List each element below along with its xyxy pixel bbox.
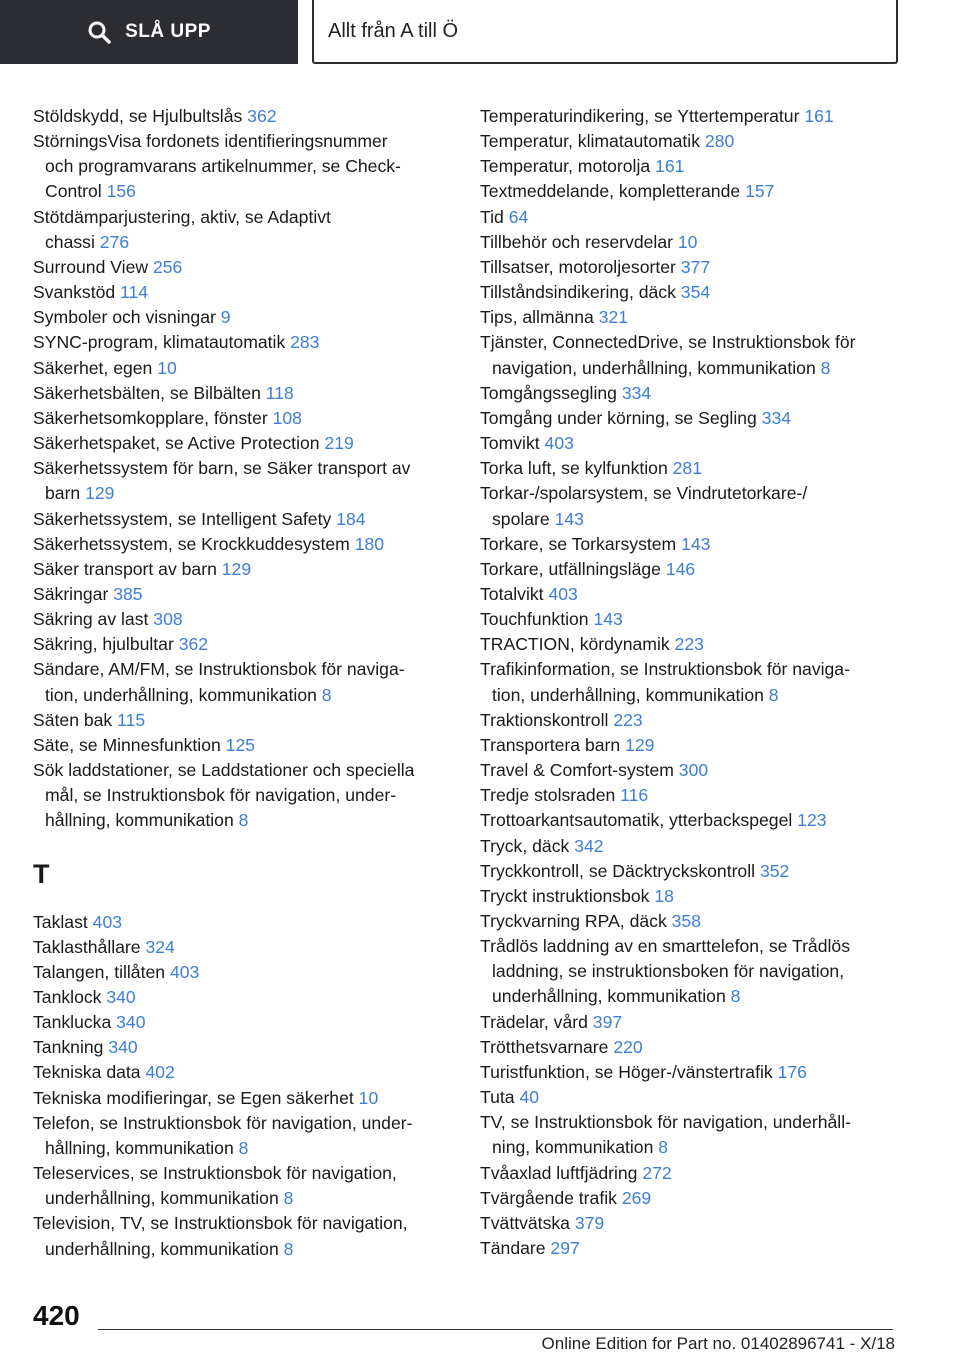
index-entry — [480, 1035, 905, 1060]
page-link[interactable]: 157 — [745, 181, 775, 202]
index-entry-text: Tanklock — [33, 987, 102, 1007]
page-link[interactable]: 269 — [621, 1187, 652, 1208]
index-entry-text: Tekniska data — [33, 1062, 141, 1083]
page-link[interactable]: 123 — [797, 810, 827, 831]
page-link[interactable]: 342 — [574, 835, 604, 856]
index-entry — [480, 783, 905, 808]
index-entry-text: Transportera barn — [480, 734, 621, 755]
index-entry-text: Turistfunktion, se Höger-/vänstertrafik — [480, 1061, 773, 1082]
chapter-tab[interactable] — [312, 0, 898, 64]
index-entry — [480, 708, 905, 733]
index-entry-text: Temperatur, klimatautomatik — [480, 131, 701, 152]
page-number: 420 — [33, 1300, 80, 1331]
page-link[interactable]: 8 — [283, 1188, 294, 1209]
index-entry — [33, 708, 458, 733]
index-entry — [480, 1211, 905, 1236]
index-entry-text: Tillbehör och reservdelar — [480, 231, 673, 252]
page-link[interactable]: 161 — [655, 156, 685, 177]
index-entry — [480, 406, 905, 431]
index-entry-text: Touchfunktion — [480, 609, 589, 630]
index-entry — [480, 934, 905, 1009]
page-link[interactable]: 10 — [157, 357, 177, 378]
page-link[interactable]: 143 — [554, 508, 584, 529]
page-link[interactable]: 300 — [678, 760, 709, 781]
index-entry — [33, 1111, 458, 1161]
index-entry — [480, 733, 905, 758]
index-entry-text: Teleservices, se Instruktionsbok för navigation, underhållning, kommunikation — [33, 1163, 397, 1209]
index-entry — [33, 406, 458, 431]
index-entry — [33, 582, 458, 607]
page-link[interactable]: 9 — [220, 307, 231, 328]
index-entry-text: Tvättvätska — [480, 1212, 570, 1233]
page-link[interactable]: 362 — [178, 634, 209, 655]
page-link[interactable]: 223 — [674, 634, 704, 655]
index-entry — [480, 104, 905, 129]
index-entry-text: TRACTION, kördynamik — [480, 634, 670, 655]
index-entry — [480, 657, 905, 707]
page-link[interactable]: 180 — [354, 533, 385, 554]
page-link[interactable]: 125 — [225, 734, 256, 755]
index-entry — [33, 431, 458, 456]
index-entry-text: Säkerhetssystem, se Intelligent Safety — [33, 508, 332, 529]
page-link[interactable]: 18 — [654, 885, 674, 906]
index-entry — [480, 280, 905, 305]
search-icon — [87, 20, 111, 44]
page-link[interactable]: 403 — [169, 961, 200, 982]
page-link[interactable]: 280 — [704, 131, 735, 152]
page-link[interactable]: 220 — [613, 1036, 643, 1057]
index-entry-text: StörningsVisa fordonets identifieringsnummer och programvarans artikelnummer, se Check- Control — [33, 131, 401, 202]
page-link[interactable]: 40 — [519, 1087, 540, 1108]
index-entry-text: Temperaturindikering, se Yttertemperatur — [480, 106, 800, 126]
page-link[interactable]: 118 — [265, 382, 294, 403]
page-link[interactable]: 385 — [113, 583, 143, 604]
page-link[interactable]: 340 — [108, 1037, 138, 1058]
page-link[interactable]: 334 — [621, 382, 652, 403]
index-entry-text: Tid — [480, 206, 504, 227]
search-label: SLÅ UPP — [125, 21, 211, 42]
index-entry — [33, 330, 458, 355]
page-link[interactable]: 223 — [613, 709, 643, 730]
index-entry-text: Temperatur, motorolja — [480, 156, 651, 177]
index-entry-text: Tvåaxlad luftfjädring — [480, 1162, 638, 1183]
index-entry — [480, 1186, 905, 1211]
index-entry-text: Tjänster, ConnectedDrive, se Instruktionsbok för navigation, underhållning, kommunikation — [480, 332, 856, 378]
page-link[interactable]: 8 — [238, 810, 249, 831]
index-entry — [33, 104, 458, 129]
edition-text: Online Edition for Part no. 01402896741 - X/18 — [541, 1334, 895, 1353]
index-entry — [480, 255, 905, 280]
index-entry-text: Tändare — [480, 1238, 546, 1259]
index-entry-text: Säkring av last — [33, 609, 149, 630]
index-entry — [33, 960, 458, 985]
index-entry-text: Tillståndsindikering, däck — [480, 282, 676, 303]
index-entry — [480, 859, 905, 884]
page-link[interactable]: 340 — [116, 1012, 146, 1033]
page-link[interactable]: 146 — [665, 558, 696, 579]
index-entry — [480, 1085, 905, 1110]
index-entry — [480, 582, 905, 607]
index-entry — [480, 632, 905, 657]
index-entry-text: Taklasthållare — [33, 936, 141, 957]
index-entry — [480, 330, 905, 380]
index-entry — [480, 1010, 905, 1035]
index-entry — [33, 1010, 458, 1035]
index-entry-text: Sändare, AM/FM, se Instruktionsbok för naviga- tion, underhållning, kommunikation — [33, 659, 405, 705]
page-link[interactable]: 403 — [544, 433, 574, 454]
page-link[interactable]: 8 — [768, 684, 779, 705]
index-entry-text: Television, TV, se Instruktionsbok för navigation, underhållning, kommunikation — [33, 1213, 408, 1259]
index-entry-text: Traktionskontroll — [480, 709, 609, 730]
index-entry — [33, 1211, 458, 1261]
index-entry — [480, 909, 905, 934]
index-entry — [33, 1035, 458, 1060]
page-link[interactable]: 324 — [145, 936, 175, 957]
page-link[interactable]: 256 — [152, 256, 183, 277]
page-link[interactable]: 8 — [658, 1137, 669, 1158]
index-entry — [33, 1086, 458, 1111]
index-entry-text: TV, se Instruktionsbok för navigation, underhåll- ning, kommunikation — [480, 1112, 851, 1158]
index-entry-text: Säkerhetsomkopplare, fönster — [33, 407, 268, 428]
index-entry — [33, 985, 458, 1010]
index-entry — [33, 657, 458, 707]
page-link[interactable]: 176 — [777, 1061, 807, 1082]
index-entry — [33, 935, 458, 960]
index-entry — [480, 884, 905, 909]
index-entry — [480, 179, 905, 204]
index-entry-text: Säte, se Minnesfunktion — [33, 734, 221, 755]
index-entry — [480, 154, 905, 179]
page-link[interactable]: 352 — [759, 860, 790, 881]
page-link[interactable]: 403 — [92, 911, 123, 932]
index-entry-text: Torkar-/spolarsystem, se Vindrutetorkare-/ spolare — [480, 483, 808, 529]
page-link[interactable]: 340 — [106, 987, 136, 1007]
index-entry-text: Tomgång under körning, se Segling — [480, 407, 757, 428]
index-entry-text: Tomvikt — [480, 433, 540, 454]
page-link[interactable]: 8 — [820, 357, 831, 378]
index-entry — [33, 356, 458, 381]
page-link[interactable]: 358 — [671, 911, 701, 931]
index-entry-text: Trafikinformation, se Instruktionsbok för naviga- tion, underhållning, kommunikation — [480, 659, 850, 705]
page-link[interactable]: 115 — [117, 709, 146, 730]
top-bar — [0, 0, 960, 66]
index-entry-text: Talangen, tillåten — [33, 961, 166, 982]
index-entry — [480, 456, 905, 481]
page-link[interactable]: 129 — [221, 558, 252, 579]
index-entry — [480, 205, 905, 230]
index-entry-text: Säkerhetssystem för barn, se Säker transport av barn — [33, 458, 411, 504]
index-entry-text: Tryckt instruktionsbok — [480, 885, 650, 906]
index-entry — [480, 1060, 905, 1085]
page-link[interactable]: 64 — [508, 206, 529, 227]
index-entry-text: Tekniska modifieringar, se Egen säkerhet — [33, 1087, 354, 1108]
index-entry — [480, 381, 905, 406]
index-entry — [480, 532, 905, 557]
page-link[interactable]: 321 — [598, 307, 629, 328]
section-letter: T — [33, 858, 50, 889]
index-entry-text: Trädelar, vård — [480, 1011, 588, 1032]
index-entry — [33, 280, 458, 305]
index-entry-text: SYNC-program, klimatautomatik — [33, 332, 286, 353]
index-entry-text: Torka luft, se kylfunktion — [480, 458, 668, 479]
index-entry-text: Travel & Comfort-system — [480, 760, 674, 781]
index-entry-text: Trådlös laddning av en smarttelefon, se Trådlös laddning, se instruktionsboken för navigation, underhållning, kommunikation — [480, 936, 850, 1007]
page-link[interactable]: 156 — [106, 181, 136, 202]
page-link[interactable]: 129 — [625, 734, 655, 755]
index-entry — [480, 230, 905, 255]
page-link[interactable]: 114 — [120, 282, 149, 303]
page-link[interactable]: 8 — [238, 1137, 249, 1158]
index-entry — [33, 205, 458, 255]
chapter-title: Allt från A till Ö — [328, 19, 459, 42]
index-entry-text: Trottoarkantsautomatik, ytterbackspegel — [480, 810, 793, 831]
index-entry — [33, 1060, 458, 1085]
page-link[interactable]: 297 — [550, 1238, 580, 1259]
page-link[interactable]: 8 — [321, 684, 332, 705]
index-entry-text: Säkerhetsbälten, se Bilbälten — [33, 382, 261, 403]
index-entry — [33, 381, 458, 406]
page-link[interactable]: 108 — [272, 407, 302, 428]
index-entry — [480, 481, 905, 531]
index-entry-text: Torkare, se Torkarsystem — [480, 533, 677, 554]
index-entry — [33, 758, 458, 833]
page-link[interactable]: 281 — [672, 458, 702, 479]
page-link[interactable]: 402 — [145, 1062, 175, 1083]
index-entry — [33, 507, 458, 532]
index-entry-text: Stötdämparjustering, aktiv, se Adaptivt chassi — [33, 206, 331, 252]
index-entry — [480, 305, 905, 330]
index-entry — [33, 456, 458, 506]
index-entry-text: Taklast — [33, 911, 88, 932]
index-entry-text: Torkare, utfällningsläge — [480, 558, 661, 579]
page-link[interactable]: 308 — [153, 609, 183, 630]
index-entry — [480, 129, 905, 154]
page-link[interactable]: 379 — [574, 1212, 605, 1233]
page-link[interactable]: 272 — [642, 1162, 672, 1183]
index-entry-text: Stöldskydd, se Hjulbultslås — [33, 106, 243, 126]
index-entry — [33, 305, 458, 330]
index-entry-text: Säker transport av barn — [33, 558, 217, 579]
index-entry — [33, 532, 458, 557]
page-link[interactable]: 362 — [247, 106, 277, 126]
index-column-left — [33, 104, 458, 1262]
footer-divider — [98, 1329, 893, 1330]
page-link[interactable]: 10 — [677, 231, 698, 252]
index-entry — [33, 557, 458, 582]
index-entry-text: Trötthetsvarnare — [480, 1036, 609, 1057]
index-entry-text: Säkerhetssystem, se Krockkuddesystem — [33, 533, 350, 554]
page-link[interactable]: 354 — [680, 282, 711, 303]
index-entry-text: Tillsatser, motoroljesorter — [480, 256, 676, 277]
page-link[interactable]: 143 — [681, 533, 711, 554]
index-entry-text: Säkring, hjulbultar — [33, 634, 174, 655]
index-entry-text: Svankstöd — [33, 282, 116, 303]
page-link[interactable]: 403 — [548, 583, 578, 604]
index-entry — [33, 910, 458, 935]
index-entry-text: Tvärgående trafik — [480, 1187, 617, 1208]
page-link[interactable]: 377 — [680, 256, 711, 277]
index-entry-text: Tredje stolsraden — [480, 785, 616, 806]
index-entry-text: Säkerhetspaket, se Active Protection — [33, 433, 320, 454]
index-entry-text: Tryckvarning RPA, däck — [480, 911, 667, 931]
index-entry-text: Säkerhet, egen — [33, 357, 153, 378]
page-link[interactable]: 116 — [620, 785, 649, 806]
page-link[interactable]: 129 — [85, 483, 115, 504]
index-entry — [480, 557, 905, 582]
index-entry — [480, 1161, 905, 1186]
index-entry-text: Sök laddstationer, se Laddstationer och speciella mål, se Instruktionsbok för navigation, under- hållning, kommunikation — [33, 760, 415, 831]
index-entry-text: Säkringar — [33, 583, 109, 604]
index-entry-text: Tryckkontroll, se Däcktryckskontroll — [480, 860, 756, 881]
index-column-right — [480, 104, 905, 1261]
search-tab[interactable] — [0, 0, 298, 64]
page-link[interactable]: 219 — [324, 433, 354, 454]
index-entry — [33, 632, 458, 657]
index-entry — [33, 255, 458, 280]
index-entry — [480, 758, 905, 783]
index-entry-text: Tankning — [33, 1037, 104, 1058]
index-entry — [33, 1161, 458, 1211]
index-entry-text: Tryck, däck — [480, 835, 570, 856]
index-entry-text: Säten bak — [33, 709, 113, 730]
page-link[interactable]: 184 — [336, 508, 366, 529]
index-entry-text: Symboler och visningar — [33, 307, 216, 328]
index-entry — [480, 834, 905, 859]
page-link[interactable]: 161 — [804, 106, 834, 126]
index-entry — [480, 607, 905, 632]
index-entry — [33, 129, 458, 204]
page-link[interactable]: 8 — [283, 1238, 294, 1259]
index-entry — [33, 733, 458, 758]
page-link[interactable]: 334 — [761, 407, 792, 428]
page-link[interactable]: 8 — [730, 986, 741, 1007]
index-entry-text: Tips, allmänna — [480, 307, 594, 328]
index-entry — [480, 808, 905, 833]
index-entry-text: Tomgångssegling — [480, 382, 617, 403]
index-entry-text: Totalvikt — [480, 583, 544, 604]
page-link[interactable]: 276 — [99, 231, 130, 252]
index-entry-text: Surround View — [33, 256, 149, 277]
page-link[interactable]: 283 — [290, 332, 320, 353]
page-link[interactable]: 10 — [358, 1087, 379, 1108]
index-entry-text: Tuta — [480, 1087, 515, 1108]
page-link[interactable]: 143 — [593, 609, 623, 630]
index-entry — [480, 1236, 905, 1261]
index-entry-text: Textmeddelande, kompletterande — [480, 181, 741, 202]
index-entry — [480, 1110, 905, 1160]
page-link[interactable]: 397 — [592, 1011, 623, 1032]
index-entry — [480, 431, 905, 456]
index-entry — [33, 607, 458, 632]
index-entry-text: Telefon, se Instruktionsbok för navigation, under- hållning, kommunikation — [33, 1112, 413, 1158]
index-entry-text: Tanklucka — [33, 1012, 112, 1033]
